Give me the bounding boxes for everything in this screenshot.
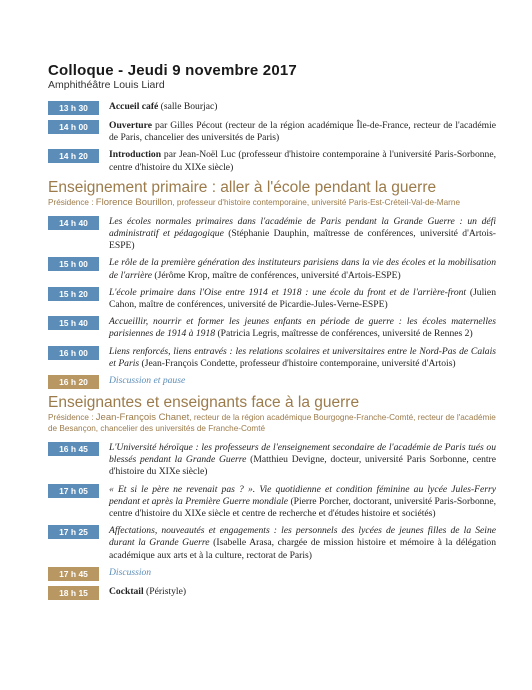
schedule-text [109,257,496,281]
discussion-label: Discussion et pause [109,375,186,387]
item-title: Accueil café [109,101,159,112]
schedule-text [109,525,496,562]
time-badge: 15 h 20 [48,287,99,301]
schedule-text [109,216,496,253]
schedule-text [109,484,496,521]
schedule-row [48,316,496,340]
time-badge: 15 h 40 [48,316,99,330]
talk-speaker: (Patricia Legris, maîtresse de conférences, université de Rennes 2) [215,328,473,340]
section-title: Enseignement primaire : aller à l'école pendant la guerre [48,178,437,196]
presidency-detail: , professeur d'histoire contemporaine, université Paris-Est-Créteil-Val-de-Marne [172,197,461,207]
schedule-row [48,525,496,562]
time-badge: 16 h 20 [48,375,99,389]
talk-speaker: (Pierre Porcher, doctorant, université Paris-Sorbonne, centre d'histoire du XIXe siècle et centre de recherche et d'études histoire et sociétés) [109,495,497,520]
schedule-row [48,216,496,253]
item-detail: par Jean-Noël Luc (professeur d'histoire contemporaine à l'université Paris-Sorbonne, centre d'histoire du XIXe siècle) [109,149,496,173]
schedule-text [109,316,496,340]
presidency-detail: , recteur de la région académique Bourgogne-Franche-Comté, recteur de l'académie de Besançon, chancelier des universités de Franche-Comté [48,413,496,434]
schedule-row [48,101,496,115]
presidency-label: Présidence : [48,413,96,423]
talk-title: « Et si le père ne revenait pas ? ». Vie quotidienne et condition féminine au lycée Jules-Ferry pendant et après la Première Guerre mondiale [109,483,496,507]
schedule-row [48,257,496,281]
talk-speaker: (Isabelle Arasa, chargée de mission histoire et mémoire à la délégation académique aux arts et à la culture, rectorat de Paris) [109,537,496,561]
time-badge: 16 h 45 [48,442,99,456]
schedule-text [109,120,496,144]
time-badge: 18 h 15 [48,586,99,600]
section-title: Enseignantes et enseignants face à la guerre [48,394,360,412]
time-badge: 14 h 00 [48,120,99,134]
schedule-row [48,442,496,479]
time-badge: 13 h 30 [48,101,99,115]
talk-title: Affectations, nouveautés et engagements : les personnels des lycées de jeunes filles de la Seine durant la Grande Guerre [109,525,496,549]
time-badge: 14 h 20 [48,149,99,163]
time-badge: 15 h 00 [48,257,99,271]
talk-speaker: (Jean-François Condette, professeur d'histoire contemporaine, université d'Artois) [139,357,456,369]
talk-title: L'école primaire dans l'Oise entre 1914 et 1918 : une école du front et de l'arrière-front [109,286,467,298]
presidency-label: Présidence : [48,197,96,207]
talk-title: Accueillir, nourrir et former les jeunes enfants en période de guerre : les écoles maternelles parisiennes de 1914 à 1918 [109,316,496,340]
item-title: Introduction [109,149,162,161]
schedule-row [48,120,496,144]
time-badge: 17 h 05 [48,484,99,498]
schedule-text [109,442,496,479]
presidency-name: Florence Bourillon [95,196,173,208]
program-page [48,62,496,605]
item-title: Ouverture [109,120,152,131]
schedule-row [48,375,496,389]
day-venue: Amphithéâtre Louis Liard [48,79,165,91]
presidency [48,197,496,208]
talk-title: Liens renforcés, liens entravés : les relations scolaires et universitaires entre le Nord-Pas de Calais et Paris [109,345,496,369]
discussion-label: Discussion [109,566,152,578]
schedule-text [109,101,496,113]
schedule-row [48,586,496,600]
schedule-row [48,567,496,581]
time-badge: 14 h 40 [48,216,99,230]
item-detail: par Gilles Pécout (recteur de la région académique Île-de-France, recteur de l'académie de Paris, chancelier des universités de Paris) [109,120,496,144]
item-title: Cocktail [109,585,144,597]
talk-title: Les écoles normales primaires dans l'académie de Paris pendant la Grande Guerre : un défi administratif et pédagogique [109,215,496,240]
presidency-name: Jean-François Chanet [95,412,190,424]
time-badge: 17 h 25 [48,525,99,539]
talk-title: L'Université héroïque : les professeurs de l'enseignement secondaire de l'académie de Paris tués ou blessés pendant la Grande Guerre [109,442,496,466]
schedule-text [109,346,496,370]
item-detail: (Péristyle) [143,585,187,597]
item-detail: (salle Bourjac) [158,101,218,112]
presidency [48,412,496,434]
schedule-row [48,149,496,173]
time-badge: 16 h 00 [48,346,99,360]
time-badge: 17 h 45 [48,567,99,581]
schedule-row [48,484,496,521]
schedule-row [48,346,496,370]
talk-speaker: (Stéphanie Dauphin, maîtresse de conférences, université d'Artois-ESPE) [109,228,496,252]
schedule-row [48,287,496,311]
talk-title: Le rôle de la première génération des instituteurs parisiens dans la vie des écoles et la mobilisation de l'arrière [109,257,496,281]
talk-speaker: (Julien Cahon, maître de conférences, université de Picardie-Jules-Verne-ESPE) [109,286,496,311]
schedule-text [109,287,496,311]
day-title: Colloque - Jeudi 9 novembre 2017 [48,62,297,79]
schedule-text [109,149,496,173]
talk-speaker: (Jérôme Krop, maître de conférences, université d'Artois-ESPE) [152,269,401,281]
schedule-text [109,586,496,598]
talk-speaker: (Matthieu Devigne, docteur, université Paris Sorbonne, centre d'histoire du XIXe siècle) [109,454,496,478]
